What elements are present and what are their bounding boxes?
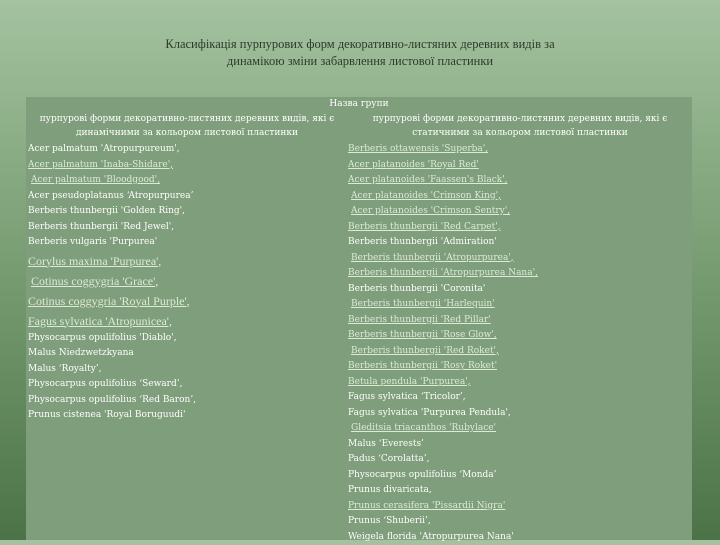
static-species-item[interactable]: Berberis thunbergii 'Harlequin'	[348, 297, 692, 313]
slide-title-line-1: Класифікація пурпурових форм декоративно-листяних деревних видів за	[0, 36, 720, 53]
static-species-item: Prunus divaricata,	[348, 483, 692, 499]
dynamic-forms-heading-line-2: динамічними за кольором листової пластинки	[28, 126, 346, 140]
dynamic-species-item[interactable]: Corylus maxima 'Purpurea',	[28, 251, 346, 271]
dynamic-species-item: Berberis thunbergii 'Golden Ring',	[28, 204, 346, 220]
dynamic-species-item: Physocarpus opulifolius ‘Seward’,	[28, 377, 346, 393]
dynamic-species-item[interactable]: Acer palmatum 'Bloodgood',	[28, 173, 346, 189]
dynamic-species-item: Physocarpus opulifolius ‘Red Baron’,	[28, 393, 346, 409]
dynamic-forms-heading-line-1: пурпурові форми декоративно-листяних деревних видів, які є	[28, 112, 346, 126]
static-species-item[interactable]: Gleditsia triacanthos 'Rubylace'	[348, 421, 692, 437]
table-group-header: Назва групи	[26, 97, 692, 111]
static-species-item[interactable]: Berberis thunbergii 'Red Pillar'	[348, 313, 692, 329]
dynamic-species-item: Malus Niedzwetzkyana	[28, 346, 346, 362]
dynamic-forms-column	[28, 112, 346, 424]
static-species-item[interactable]: Berberis thunbergii 'Rosy Roket'	[348, 359, 692, 375]
static-species-item[interactable]: Prunus cerasifera 'Pissardii Nigra'	[348, 499, 692, 515]
static-species-item: Padus ‘Corolatta’,	[348, 452, 692, 468]
static-species-item: Fagus sylvatica ‘Tricolor’,	[348, 390, 692, 406]
dynamic-species-item: Acer pseudoplatanus ‘Atropurpurea’	[28, 189, 346, 205]
static-species-item: Berberis thunbergii 'Admiration'	[348, 235, 692, 251]
static-species-item: Fagus sylvatica 'Purpurea Pendula',	[348, 406, 692, 422]
static-species-item[interactable]: Betula pendula 'Purpurea',	[348, 375, 692, 391]
static-species-item[interactable]: Berberis thunbergii 'Rose Glow',	[348, 328, 692, 344]
dynamic-species-item: Acer palmatum 'Atropurpureum',	[28, 142, 346, 158]
static-species-item: Weigela florida 'Atropurpurea Nana'	[348, 530, 692, 545]
dynamic-species-item[interactable]: Acer palmatum 'Inaba-Shidare',	[28, 158, 346, 174]
static-species-item[interactable]: Berberis thunbergii 'Atropurpurea',	[348, 251, 692, 267]
slide-title	[0, 36, 720, 70]
static-species-item[interactable]: Acer platanoides 'Royal Red'	[348, 158, 692, 174]
dynamic-species-item: Malus ‘Royalty’,	[28, 362, 346, 378]
static-forms-heading-line-1: пурпурові форми декоративно-листяних деревних видів, які є	[348, 112, 692, 126]
dynamic-forms-list	[28, 142, 346, 424]
dynamic-species-item[interactable]: Cotinus coggygria 'Royal Purple',	[28, 291, 346, 311]
static-species-item[interactable]: Berberis thunbergii 'Red Roket',	[348, 344, 692, 360]
static-species-item: Physocarpus opulifolius ‘Monda’	[348, 468, 692, 484]
dynamic-species-item[interactable]: Fagus sylvatica 'Atropunicea',	[28, 311, 346, 331]
static-forms-list	[348, 142, 692, 545]
static-forms-heading	[348, 112, 692, 140]
dynamic-forms-heading	[28, 112, 346, 140]
static-forms-column	[348, 112, 692, 545]
static-species-item[interactable]: Acer platanoides 'Crimson Sentry',	[348, 204, 692, 220]
static-species-item[interactable]: Berberis thunbergii 'Atropurpurea Nana',	[348, 266, 692, 282]
dynamic-species-item: Physocarpus opulifolius 'Diablo',	[28, 331, 346, 347]
static-species-item: Berberis thunbergii 'Coronita'	[348, 282, 692, 298]
dynamic-species-item: Prunus cistenea 'Royal Boruguudi'	[28, 408, 346, 424]
static-forms-heading-line-2: статичними за кольором листової пластинки	[348, 126, 692, 140]
static-species-item: Prunus ‘Shuberii’,	[348, 514, 692, 530]
classification-table	[26, 97, 692, 540]
static-species-item[interactable]: Acer platanoides 'Crimson King',	[348, 189, 692, 205]
static-species-item: Malus ‘Everests’	[348, 437, 692, 453]
dynamic-species-item: Berberis vulgaris 'Purpurea'	[28, 235, 346, 251]
dynamic-species-item[interactable]: Cotinus coggygria 'Grace',	[28, 271, 346, 291]
static-species-item[interactable]: Berberis thunbergii 'Red Carpet',	[348, 220, 692, 236]
dynamic-species-item: Berberis thunbergii 'Red Jewel',	[28, 220, 346, 236]
static-species-item[interactable]: Berberis ottawensis 'Superba',	[348, 142, 692, 158]
static-species-item[interactable]: Acer platanoides 'Faassen's Black',	[348, 173, 692, 189]
slide-title-line-2: динамікою зміни забарвлення листової пластинки	[0, 53, 720, 70]
